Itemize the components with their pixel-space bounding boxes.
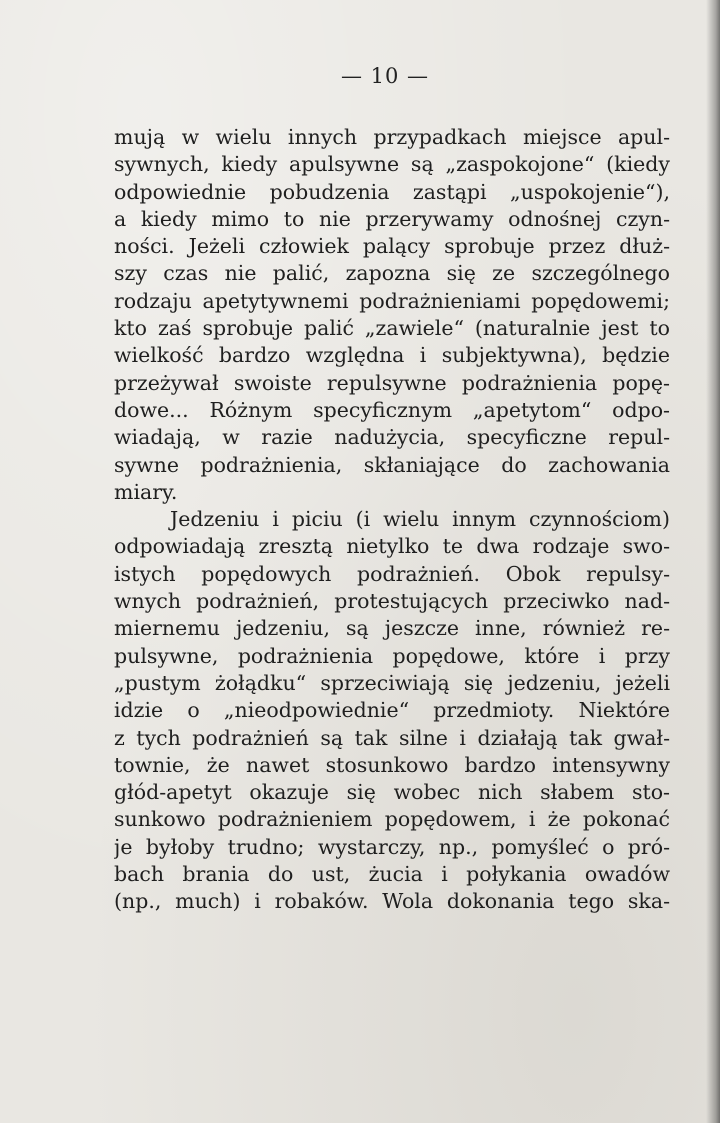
text-line: wiadają, w razie nadużycia, specyficzne repul- xyxy=(114,425,670,450)
text-line: sunkowo podrażnieniem popędowem, i że pokonać xyxy=(114,807,670,832)
text-line: rodzaju apetytywnemi podrażnieniami popędowemi; xyxy=(114,288,670,313)
text-line: pulsywne, podrażnienia popędowe, które i przy xyxy=(114,643,670,668)
text-line: wnych podrażnień, protestujących przeciwko nad- xyxy=(114,589,670,614)
text-line: sywne podrażnienia, skłaniające do zachowania xyxy=(114,452,670,477)
text-line: odpowiednie pobudzenia zastąpi „uspokojenie“), xyxy=(114,179,670,204)
text-line: sywnych, kiedy apulsywne są „zaspokojone“ (kiedy xyxy=(114,152,670,177)
text-line: dowe... Różnym specyficznym „apetytom“ odpo- xyxy=(114,397,670,422)
text-line: a kiedy mimo to nie przerywamy odnośnej czyn- xyxy=(114,206,670,231)
text-line: bach brania do ust, żucia i połykania owadów xyxy=(114,862,670,887)
text-line: mują w wielu innych przypadkach miejsce apul- xyxy=(114,125,670,149)
text-line: kto zaś sprobuje palić „zawiele“ (naturalnie jest to xyxy=(114,316,670,341)
body-text xyxy=(114,124,670,916)
text-line: idzie o „nieodpowiednie“ przedmioty. Niektóre xyxy=(114,698,670,723)
text-line: miary. xyxy=(114,479,178,504)
text-line: odpowiadają zresztą nietylko te dwa rodzaje swo- xyxy=(114,534,670,559)
text-line: istych popędowych podrażnień. Obok repulsy- xyxy=(114,561,670,586)
text-line: miernemu jedzeniu, są jeszcze inne, również re- xyxy=(114,616,670,641)
text-line: wielkość bardzo względna i subjektywna), będzie xyxy=(114,343,670,368)
text-line: je byłoby trudno; wystarczy, np., pomyśleć o pró- xyxy=(114,834,670,859)
text-line: szy czas nie palić, zapozna się ze szczególnego xyxy=(114,261,670,286)
text-line: przeżywał swoiste repulsywne podrażnienia popę- xyxy=(114,370,670,395)
paragraph-start-line: Jedzeniu i piciu (i wielu innym czynnościom) xyxy=(170,507,670,532)
text-line: (np., much) i robaków. Wola dokonania tego ska- xyxy=(114,889,670,914)
page-edge-shadow xyxy=(706,0,720,1123)
text-line: głód-apetyt okazuje się wobec nich słabem sto- xyxy=(114,780,670,805)
text-line: townie, że nawet stosunkowo bardzo intensywny xyxy=(114,752,670,777)
page-number: — 10 — xyxy=(340,64,430,88)
text-line: „pustym żołądku“ sprzeciwiają się jedzeniu, jeżeli xyxy=(114,670,670,695)
text-line: z tych podrażnień są tak silne i działają tak gwał- xyxy=(114,725,670,750)
text-line: ności. Jeżeli człowiek palący sprobuje przez dłuż- xyxy=(114,234,670,259)
